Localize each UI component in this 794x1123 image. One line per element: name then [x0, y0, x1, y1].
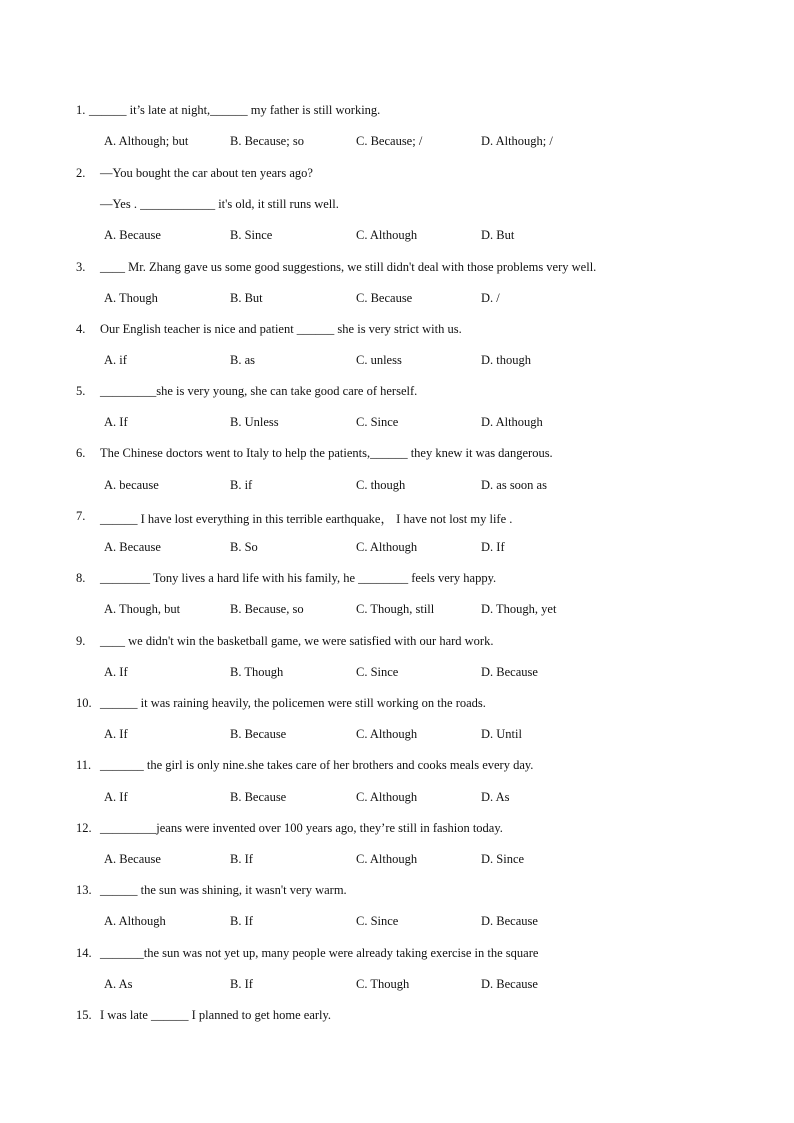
option-a: A. If [104, 415, 128, 429]
question-number: 6. [76, 446, 86, 460]
option-a: A. Though [104, 291, 158, 305]
option-d: D. As [481, 790, 510, 804]
option-a: A. because [104, 478, 159, 492]
option-b: B. Though [230, 665, 284, 679]
option-b: B. But [230, 291, 263, 305]
option-b: B. Because [230, 727, 287, 741]
question-number: 7. [76, 509, 86, 523]
option-d: D. Although; / [481, 134, 553, 148]
question-number: 5. [76, 384, 86, 398]
question-stem-line-2: —Yes . ____________ it's old, it still runs well. [100, 197, 339, 211]
option-d: D. Because [481, 977, 538, 991]
option-c: C. though [356, 478, 406, 492]
option-b: B. If [230, 977, 253, 991]
option-c: C. Although [356, 727, 418, 741]
option-b: B. If [230, 914, 253, 928]
option-c: C. Although [356, 852, 418, 866]
option-a: A. Though, but [104, 602, 181, 616]
question-stem: ______ the sun was shining, it wasn't very warm. [100, 883, 347, 897]
option-b: B. So [230, 540, 258, 554]
option-a: A. Because [104, 852, 161, 866]
option-d: D. Until [481, 727, 522, 741]
option-c: C. Because; / [356, 134, 423, 148]
option-d: D. Although [481, 415, 543, 429]
question-number: 8. [76, 571, 86, 585]
option-a: A. Although; but [104, 134, 189, 148]
option-c: C. Because [356, 291, 413, 305]
option-b: B. Because [230, 790, 287, 804]
option-c: C. Since [356, 665, 399, 679]
question-stem: _________jeans were invented over 100 years ago, they’re still in fashion today. [100, 821, 503, 835]
question-stem: ____ Mr. Zhang gave us some good suggestions, we still didn't deal with those problems very well. [100, 260, 597, 274]
option-d: D. / [481, 291, 500, 305]
question-number: 4. [76, 322, 86, 336]
option-d: D. Because [481, 665, 538, 679]
question-stem: ________ Tony lives a hard life with his family, he ________ feels very happy. [100, 571, 497, 585]
option-b: B. as [230, 353, 255, 367]
question-stem: ______ I have lost everything in this terrible earthquake， I have not lost my life . [100, 512, 513, 526]
option-d: D. But [481, 228, 515, 242]
question-number: 12. [76, 821, 92, 835]
question-stem: I was late ______ I planned to get home early. [100, 1008, 332, 1022]
option-d: D. Because [481, 914, 538, 928]
question-number: 11. [76, 758, 92, 772]
option-d: D. as soon as [481, 478, 547, 492]
option-b: B. Since [230, 228, 273, 242]
option-d: D. Since [481, 852, 525, 866]
question-number: 2. [76, 166, 86, 180]
option-c: C. Though [356, 977, 410, 991]
option-d: D. though [481, 353, 531, 367]
option-c: C. Although [356, 540, 418, 554]
option-c: C. Although [356, 790, 418, 804]
option-b: B. if [230, 478, 253, 492]
question-stem: Our English teacher is nice and patient ______ she is very strict with us. [100, 322, 462, 336]
option-d: D. Though, yet [481, 602, 557, 616]
option-c: C. Since [356, 914, 399, 928]
question-stem: ____ we didn't win the basketball game, we were satisfied with our hard work. [100, 634, 494, 648]
question-number: 13. [76, 883, 92, 897]
question-stem: _______the sun was not yet up, many people were already taking exercise in the square [100, 946, 539, 960]
option-a: A. Although [104, 914, 166, 928]
question-number: 14. [76, 946, 92, 960]
option-b: B. Because, so [230, 602, 304, 616]
option-d: D. If [481, 540, 505, 554]
question-stem: —You bought the car about ten years ago? [100, 166, 313, 180]
question-number: 10. [76, 696, 92, 710]
question-stem: The Chinese doctors went to Italy to help the patients,______ they knew it was dangerous. [100, 446, 553, 460]
option-a: A. If [104, 665, 128, 679]
question-stem: ______ it’s late at night,______ my father is still working. [89, 103, 381, 117]
question-number: 3. [76, 260, 86, 274]
option-c: C. Though, still [356, 602, 435, 616]
option-c: C. unless [356, 353, 402, 367]
question-stem: _______ the girl is only nine.she takes care of her brothers and cooks meals every day. [100, 758, 534, 772]
option-a: A. if [104, 353, 127, 367]
question-number: 15. [76, 1008, 92, 1022]
option-a: A. Because [104, 228, 161, 242]
question-number: 1. [76, 103, 86, 117]
question-number: 9. [76, 634, 86, 648]
option-a: A. As [104, 977, 133, 991]
option-c: C. Although [356, 228, 418, 242]
question-stem: _________she is very young, she can take good care of herself. [100, 384, 418, 398]
option-c: C. Since [356, 415, 399, 429]
option-a: A. Because [104, 540, 161, 554]
option-b: B. Because; so [230, 134, 304, 148]
option-a: A. If [104, 790, 128, 804]
question-stem: ______ it was raining heavily, the policemen were still working on the roads. [100, 696, 486, 710]
option-b: B. Unless [230, 415, 279, 429]
option-b: B. If [230, 852, 253, 866]
option-a: A. If [104, 727, 128, 741]
